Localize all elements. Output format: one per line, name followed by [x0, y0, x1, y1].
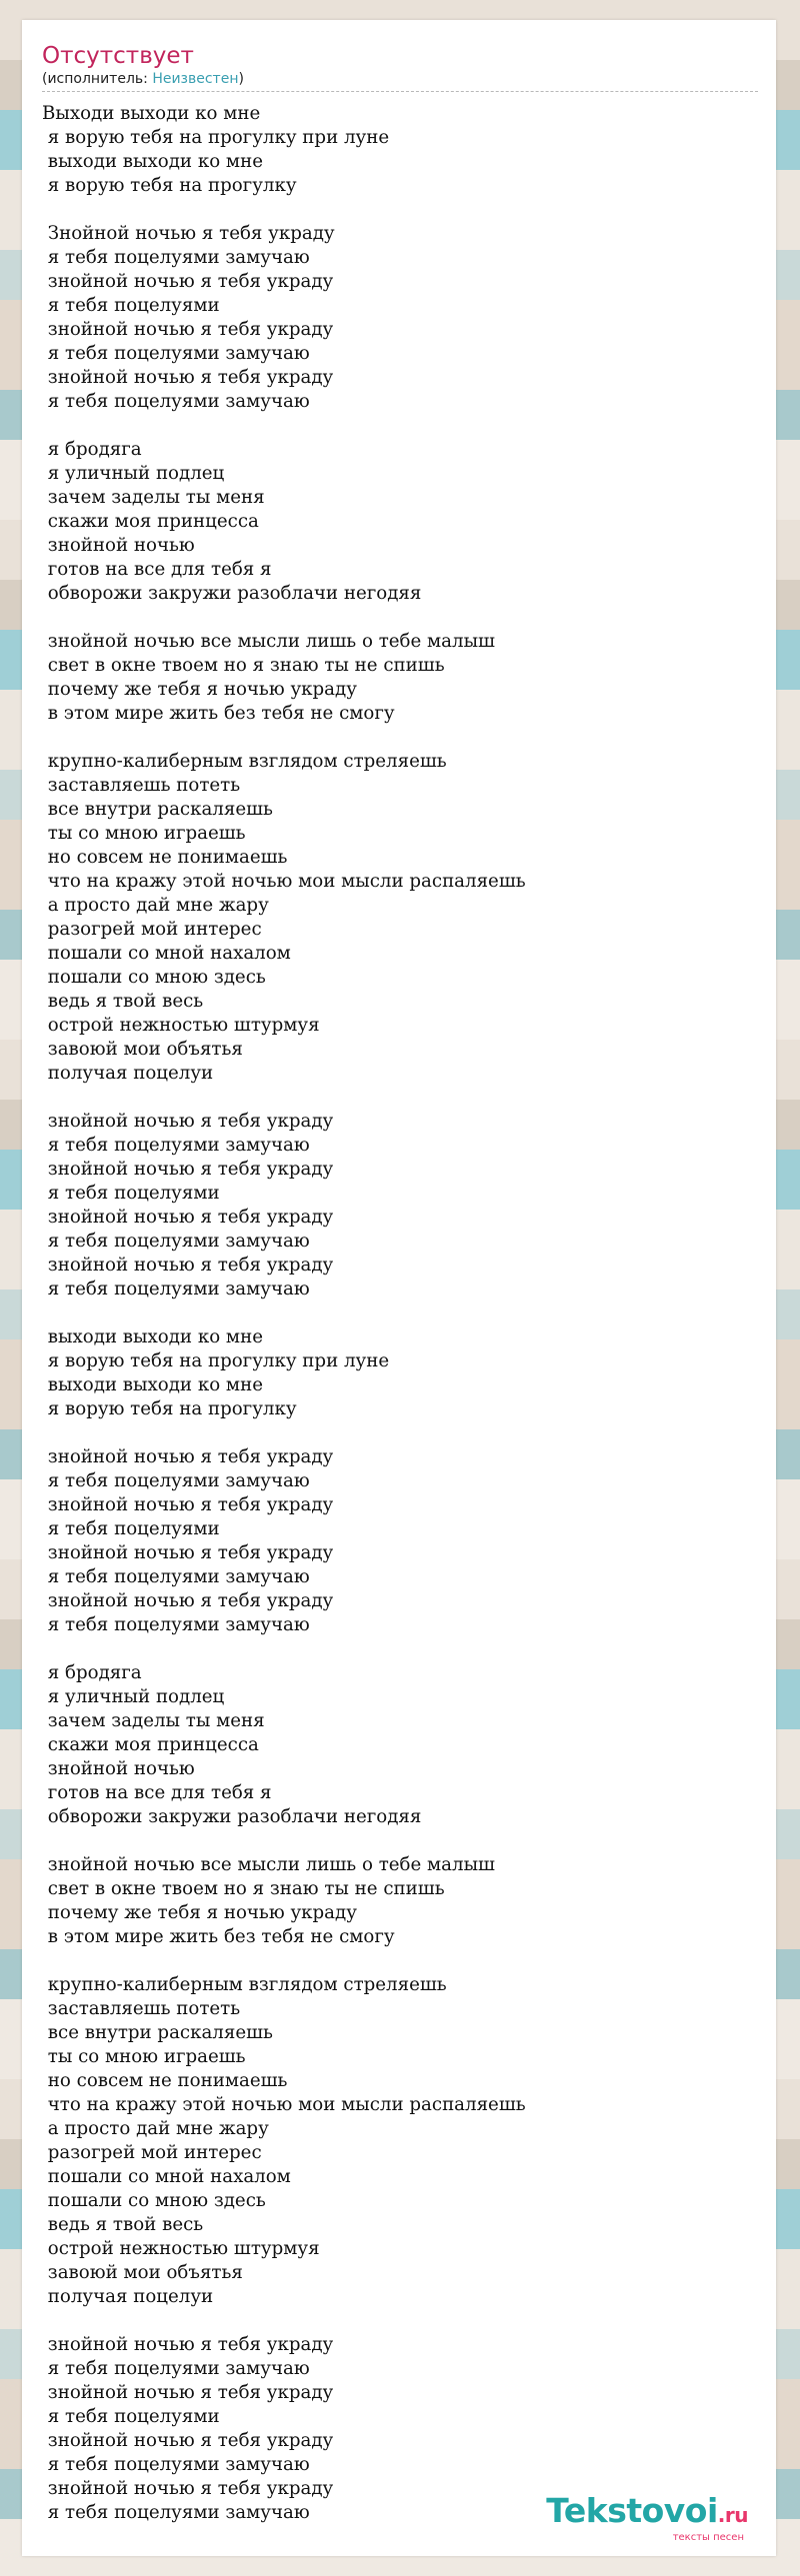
lyric-line: я ворую тебя на прогулку: [42, 1398, 297, 1419]
lyric-line: знойной ночью я тебя украду: [42, 1590, 334, 1611]
lyric-line: заставляешь потеть: [42, 775, 241, 796]
lyric-line: я уличный подлец: [42, 463, 225, 484]
lyric-line: крупно-калиберным взглядом стреляешь: [42, 1974, 447, 1995]
site-logo[interactable]: [546, 2491, 748, 2544]
lyric-line: острой нежностью штурмуя: [42, 2238, 320, 2259]
lyric-line: знойной ночью я тебя украду: [42, 367, 334, 388]
song-header: [42, 42, 758, 92]
lyric-line: выходи выходи ко мне: [42, 1326, 263, 1347]
lyric-line: обворожи закружи разоблачи негодяя: [42, 1806, 422, 1827]
lyric-line: пошали со мной нахалом: [42, 943, 291, 964]
lyric-line: а просто дай мне жару: [42, 2118, 269, 2139]
lyric-line: острой нежностью штурмуя: [42, 1015, 320, 1036]
lyric-line: ведь я твой весь: [42, 991, 204, 1012]
lyric-line: я тебя поцелуями замучаю: [42, 1231, 310, 1252]
lyric-line: пошали со мною здесь: [42, 2190, 266, 2211]
lyric-line: завоюй мои объятья: [42, 2262, 243, 2283]
lyric-line: я тебя поцелуями замучаю: [42, 1614, 310, 1635]
lyric-line: я тебя поцелуями: [42, 2406, 220, 2427]
lyric-line: знойной ночью я тебя украду: [42, 1207, 334, 1228]
lyric-line: обворожи закружи разоблачи негодяя: [42, 583, 422, 604]
lyric-line: знойной ночью я тебя украду: [42, 2478, 334, 2499]
lyric-line: зачем заделы ты меня: [42, 487, 265, 508]
lyric-line: знойной ночью я тебя украду: [42, 1446, 334, 1467]
lyric-line: я ворую тебя на прогулку при луне: [42, 127, 390, 148]
lyric-line: готов на все для тебя я: [42, 1782, 272, 1803]
lyric-line: я тебя поцелуями: [42, 1183, 220, 1204]
lyric-line: я тебя поцелуями замучаю: [42, 1279, 310, 1299]
lyric-line: я ворую тебя на прогулку при луне: [42, 1350, 390, 1371]
lyric-line: свет в окне твоем но я знаю ты не спишь: [42, 1878, 445, 1899]
lyrics-text: [42, 102, 758, 2525]
lyric-line: выходи выходи ко мне: [42, 1374, 263, 1395]
lyric-line: в этом мире жить без тебя не смогу: [42, 703, 395, 724]
logo-name: Tekstovoi: [546, 2491, 718, 2530]
lyric-line: пошали со мной нахалом: [42, 2166, 291, 2187]
lyric-line: я тебя поцелуями замучаю: [42, 2502, 310, 2523]
lyric-line: готов на все для тебя я: [42, 559, 272, 580]
lyric-line: я тебя поцелуями: [42, 1518, 220, 1539]
lyric-line: я тебя поцелуями замучаю: [42, 247, 310, 268]
lyric-line: я бродяга: [42, 1662, 142, 1683]
lyric-line: я тебя поцелуями: [42, 295, 220, 316]
lyric-line: получая поцелуи: [42, 1063, 214, 1084]
lyric-line: я тебя поцелуями замучаю: [42, 1135, 310, 1156]
lyric-line: а просто дай мне жару: [42, 895, 269, 916]
lyric-line: я тебя поцелуями замучаю: [42, 2358, 310, 2379]
lyric-line: разогрей мой интерес: [42, 2142, 262, 2163]
lyric-line: свет в окне твоем но я знаю ты не спишь: [42, 655, 445, 676]
lyric-line: знойной ночью я тебя украду: [42, 271, 334, 292]
logo-wordmark: [546, 2491, 748, 2532]
lyric-line: Выходи выходи ко мне: [42, 103, 261, 124]
artist-line: [42, 70, 758, 88]
artist-suffix: ): [238, 71, 244, 87]
lyric-line: знойной ночью я тебя украду: [42, 2430, 334, 2451]
song-title: Отсутствует: [42, 43, 194, 69]
logo-tagline: тексты песен: [672, 2532, 744, 2543]
lyric-line: скажи моя принцесса: [42, 511, 259, 532]
lyric-line: я тебя поцелуями замучаю: [42, 1470, 310, 1491]
lyric-line: в этом мире жить без тебя не смогу: [42, 1926, 395, 1947]
lyric-line: что на кражу этой ночью мои мысли распаляешь: [42, 2094, 526, 2115]
artist-link[interactable]: Неизвестен: [152, 71, 239, 87]
lyric-line: знойной ночью: [42, 1758, 195, 1779]
lyric-line: я уличный подлец: [42, 1686, 225, 1707]
lyric-line: ты со мною играешь: [42, 823, 246, 844]
lyric-line: выходи выходи ко мне: [42, 151, 263, 172]
lyric-line: завоюй мои объятья: [42, 1039, 243, 1060]
lyric-line: я тебя поцелуями замучаю: [42, 391, 310, 412]
lyric-line: крупно-калиберным взглядом стреляешь: [42, 751, 447, 772]
lyric-line: знойной ночью все мысли лишь о тебе малыш: [42, 1854, 495, 1875]
lyric-line: знойной ночью я тебя украду: [42, 1111, 334, 1132]
lyric-line: знойной ночью все мысли лишь о тебе малыш: [42, 631, 495, 652]
logo-tld: .ru: [717, 2503, 748, 2527]
lyric-line: знойной ночью я тебя украду: [42, 1159, 334, 1180]
lyric-line: разогрей мой интерес: [42, 919, 262, 940]
lyric-line: знойной ночью я тебя украду: [42, 1542, 334, 1563]
lyric-line: скажи моя принцесса: [42, 1734, 259, 1755]
lyric-line: знойной ночью я тебя украду: [42, 319, 334, 340]
lyrics-card: [22, 20, 776, 2556]
artist-prefix: (исполнитель:: [42, 71, 153, 87]
lyric-line: но совсем не понимаешь: [42, 2070, 288, 2091]
lyric-line: знойной ночью я тебя украду: [42, 2334, 334, 2355]
lyric-line: я тебя поцелуями замучаю: [42, 2454, 310, 2475]
lyric-line: заставляешь потеть: [42, 1998, 241, 2019]
lyric-line: я ворую тебя на прогулку: [42, 175, 297, 196]
lyric-line: почему же тебя я ночью украду: [42, 1902, 357, 1923]
lyric-line: Знойной ночью я тебя украду: [42, 223, 335, 244]
lyric-line: но совсем не понимаешь: [42, 847, 288, 868]
lyric-line: получая поцелуи: [42, 2286, 214, 2307]
lyric-line: я тебя поцелуями замучаю: [42, 343, 310, 364]
lyric-line: все внутри раскаляешь: [42, 2022, 273, 2043]
lyric-line: пошали со мною здесь: [42, 967, 266, 988]
lyric-line: ты со мною играешь: [42, 2046, 246, 2067]
lyric-line: я бродяга: [42, 439, 142, 460]
lyric-line: зачем заделы ты меня: [42, 1710, 265, 1731]
lyric-line: знойной ночью я тебя украду: [42, 1494, 334, 1515]
lyric-line: что на кражу этой ночью мои мысли распаляешь: [42, 871, 526, 892]
lyric-line: знойной ночью: [42, 535, 195, 556]
lyric-line: я тебя поцелуями замучаю: [42, 1566, 310, 1587]
lyric-line: все внутри раскаляешь: [42, 799, 273, 820]
lyric-line: почему же тебя я ночью украду: [42, 679, 357, 700]
lyric-line: знойной ночью я тебя украду: [42, 1255, 334, 1276]
lyric-line: ведь я твой весь: [42, 2214, 204, 2235]
lyric-line: знойной ночью я тебя украду: [42, 2382, 334, 2403]
